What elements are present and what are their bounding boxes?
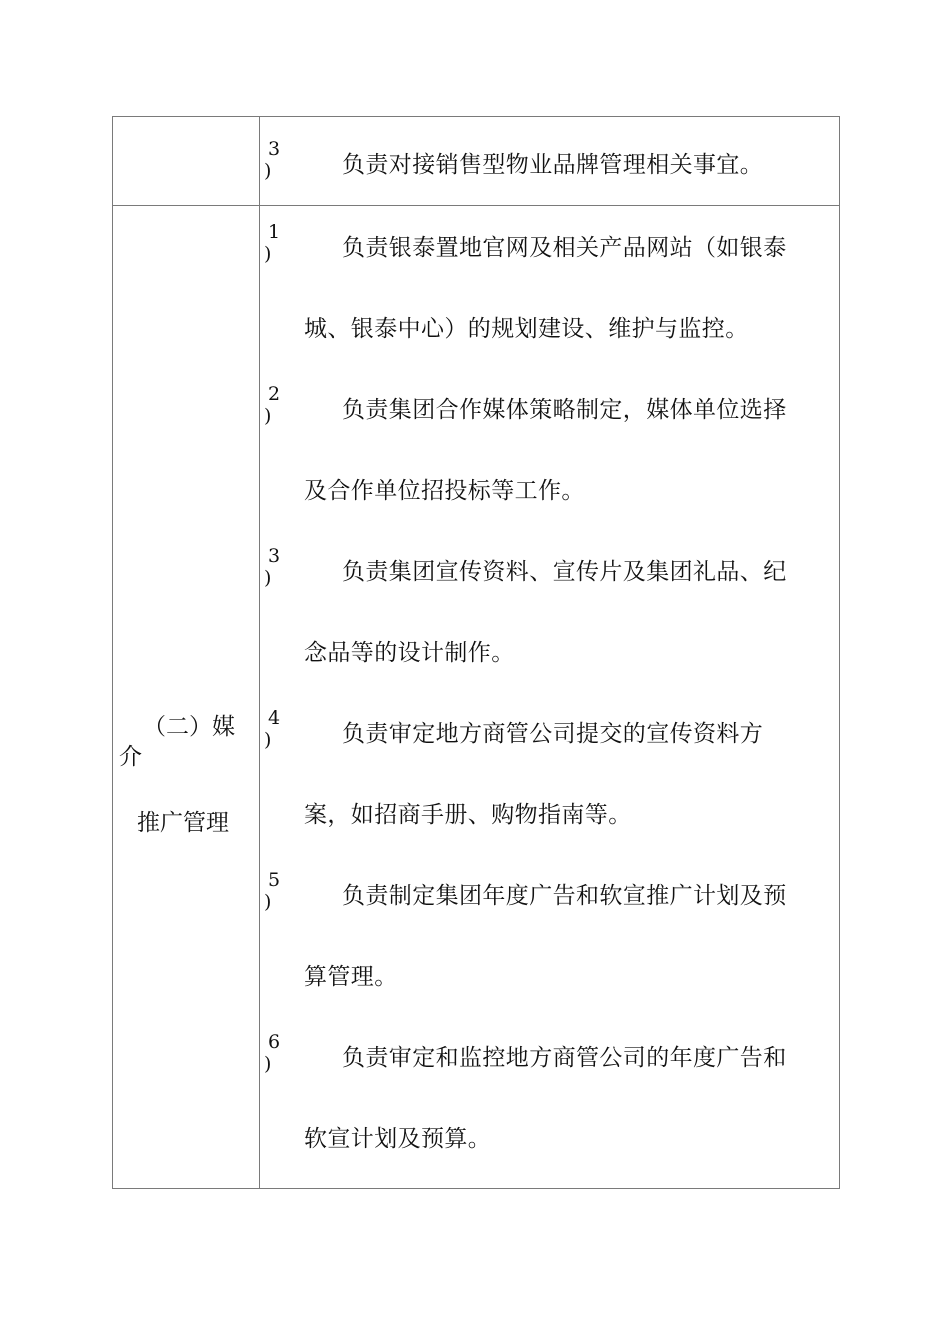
item-text-line1: 负责审定和监控地方商管公司的年度广告和 [342, 1045, 787, 1071]
responsibility-table [112, 116, 840, 1189]
item-text-line2: 及合作单位招投标等工作。 [304, 478, 585, 504]
item-number-paren: ) [264, 160, 272, 182]
item-text-line2: 念品等的设计制作。 [304, 640, 515, 666]
item-number-paren: ) [264, 891, 272, 913]
item-number-paren: ) [264, 405, 272, 427]
item-text-line2: 城、银泰中心）的规划建设、维护与监控。 [304, 316, 749, 342]
item-text-line2: 软宣计划及预算。 [304, 1126, 492, 1152]
category-cell [113, 117, 260, 206]
item-text-line1: 负责制定集团年度广告和软宣推广计划及预 [342, 883, 787, 909]
item-number: 2 [267, 383, 281, 405]
item-number: 4 [267, 707, 281, 729]
category-label [113, 712, 259, 838]
item-text-line1: 负责银泰置地官网及相关产品网站（如银泰 [342, 235, 787, 261]
item-text-line2: 算管理。 [304, 964, 398, 990]
item-text-line1: 负责集团合作媒体策略制定，媒体单位选择 [342, 397, 787, 423]
category-label [113, 117, 259, 205]
item-number: 5 [267, 869, 281, 891]
item-text-line2: 案，如招商手册、购物指南等。 [304, 802, 632, 828]
category-label-line2: 介 [119, 744, 142, 770]
items-cell [260, 206, 840, 1189]
item-text: 负责对接销售型物业品牌管理相关事宜。 [342, 152, 764, 178]
item-number-paren: ) [264, 729, 272, 751]
items-cell [260, 117, 840, 206]
item-number: 3 [267, 138, 281, 160]
item-number-paren: ) [264, 1053, 272, 1075]
category-cell [113, 206, 260, 1189]
item-number: 3 [267, 545, 281, 567]
item-number-paren: ) [264, 567, 272, 589]
table-row [113, 117, 840, 206]
item-text-line1: 负责审定地方商管公司提交的宣传资料方 [342, 721, 764, 747]
item-number: 6 [267, 1031, 281, 1053]
category-label-line3: 推广管理 [137, 810, 229, 836]
item-number-paren: ) [264, 243, 272, 265]
category-label-line1: （二）媒 [143, 714, 235, 740]
item-text-line1: 负责集团宣传资料、宣传片及集团礼品、纪 [342, 559, 787, 585]
item-number: 1 [267, 221, 281, 243]
table-row [113, 206, 840, 1189]
